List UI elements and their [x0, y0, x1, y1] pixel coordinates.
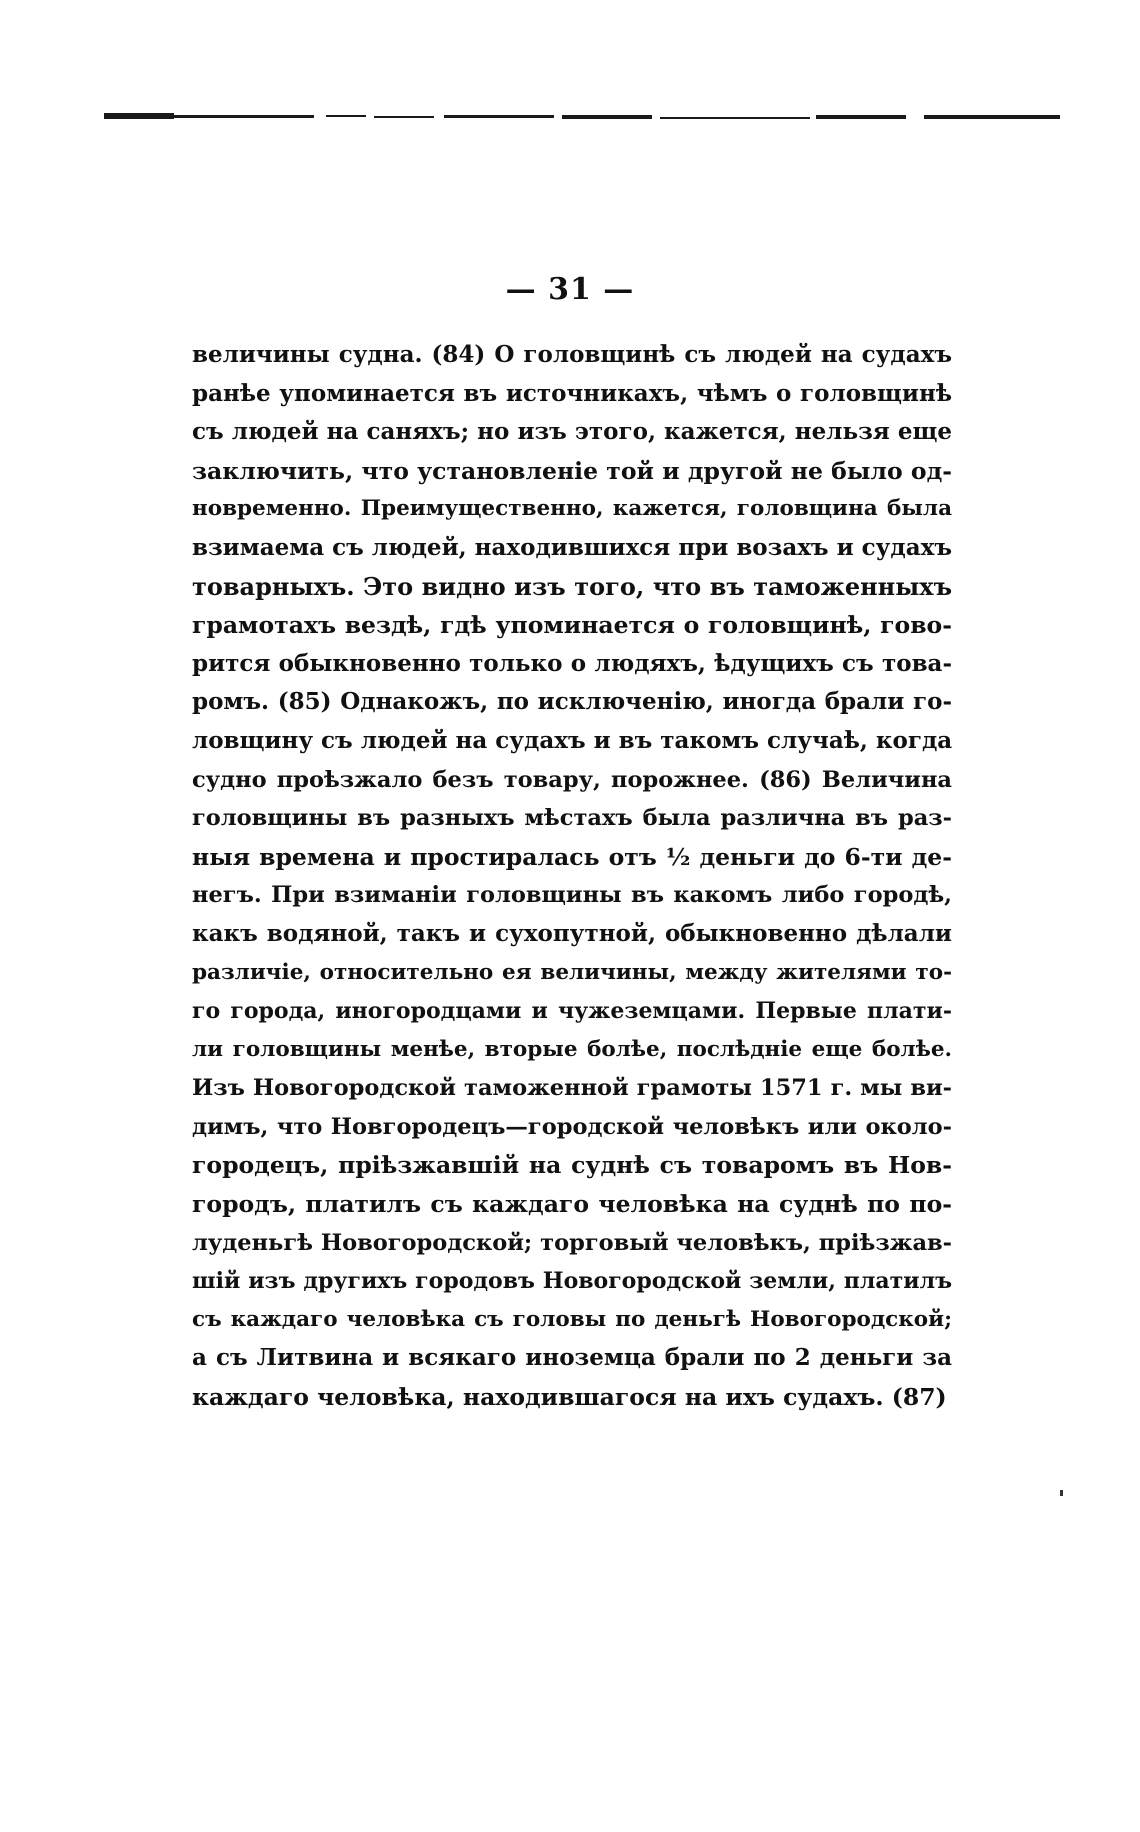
text-line: городецъ, пріѣзжавшій на суднѣ съ товаромъ въ Нов- [192, 1151, 952, 1180]
text-line: ныя времена и простиралась отъ ½ деньги до 6-ти де- [192, 842, 952, 871]
text-line: различіе, относительно ея величины, между жителями то- [192, 959, 952, 985]
text-line: какъ водяной, такъ и сухопутной, обыкновенно дѣлали [192, 919, 952, 947]
text-line: негъ. При взиманіи головщины въ какомъ либо городѣ, [192, 882, 952, 909]
text-line: Изъ Новогородской таможенной грамоты 1571 г. мы ви- [192, 1075, 952, 1102]
body-text [192, 336, 952, 1417]
text-line: димъ, что Новгородецъ—городской человѣкъ или около- [192, 1113, 952, 1140]
scan-speck [1060, 1490, 1063, 1496]
text-line: взимаема съ людей, находившихся при возахъ и судахъ [192, 533, 952, 561]
text-line: съ каждаго человѣка съ головы по деньгѣ Новогородской; [192, 1306, 952, 1332]
text-line: съ людей на саняхъ; но изъ этого, кажется, нельзя еще [192, 418, 952, 446]
text-line: ранѣе упоминается въ источникахъ, чѣмъ о головщинѣ [192, 379, 952, 407]
text-line: судно проѣзжало безъ товару, порожнее. (86) Величина [192, 766, 952, 793]
text-line: новременно. Преимущественно, кажется, головщина была [192, 496, 952, 522]
top-printed-rule [104, 112, 1060, 120]
text-line: шій изъ другихъ городовъ Новогородской земли, платилъ [192, 1268, 952, 1295]
text-line: ромъ. (85) Однакожъ, по исключенію, иногда брали го- [192, 688, 952, 716]
text-line: рится обыкновенно только о людяхъ, ѣдущихъ съ това- [192, 649, 952, 677]
text-line-last: каждаго человѣка, находившагося на ихъ судахъ. (87) [192, 1383, 947, 1412]
text-line: луденьгѣ Новогородской; торговый человѣкъ, пріѣзжав- [192, 1229, 952, 1256]
page-number: — 31 — [505, 272, 635, 307]
text-line: городъ, платилъ съ каждаго человѣка на суднѣ по по- [192, 1190, 952, 1219]
text-line: величины судна. (84) О головщинѣ съ людей на судахъ [192, 341, 952, 368]
text-line: головщины въ разныхъ мѣстахъ была различна въ раз- [192, 805, 952, 832]
text-line: ли головщины менѣе, вторые болѣе, послѣдніе еще болѣе. [192, 1036, 952, 1062]
text-line: ловщину съ людей на судахъ и въ такомъ случаѣ, когда [192, 726, 952, 754]
text-line: товарныхъ. Это видно изъ того, что въ таможенныхъ [192, 571, 952, 601]
text-line: заключить, что установленіе той и другой не было од- [192, 456, 952, 485]
text-line: грамотахъ вездѣ, гдѣ упоминается о головщинѣ, гово- [192, 611, 952, 640]
text-line: го города, иногородцами и чужеземцами. Первые плати- [192, 998, 952, 1025]
text-line: а съ Литвина и всякаго иноземца брали по 2 деньги за [192, 1344, 952, 1372]
